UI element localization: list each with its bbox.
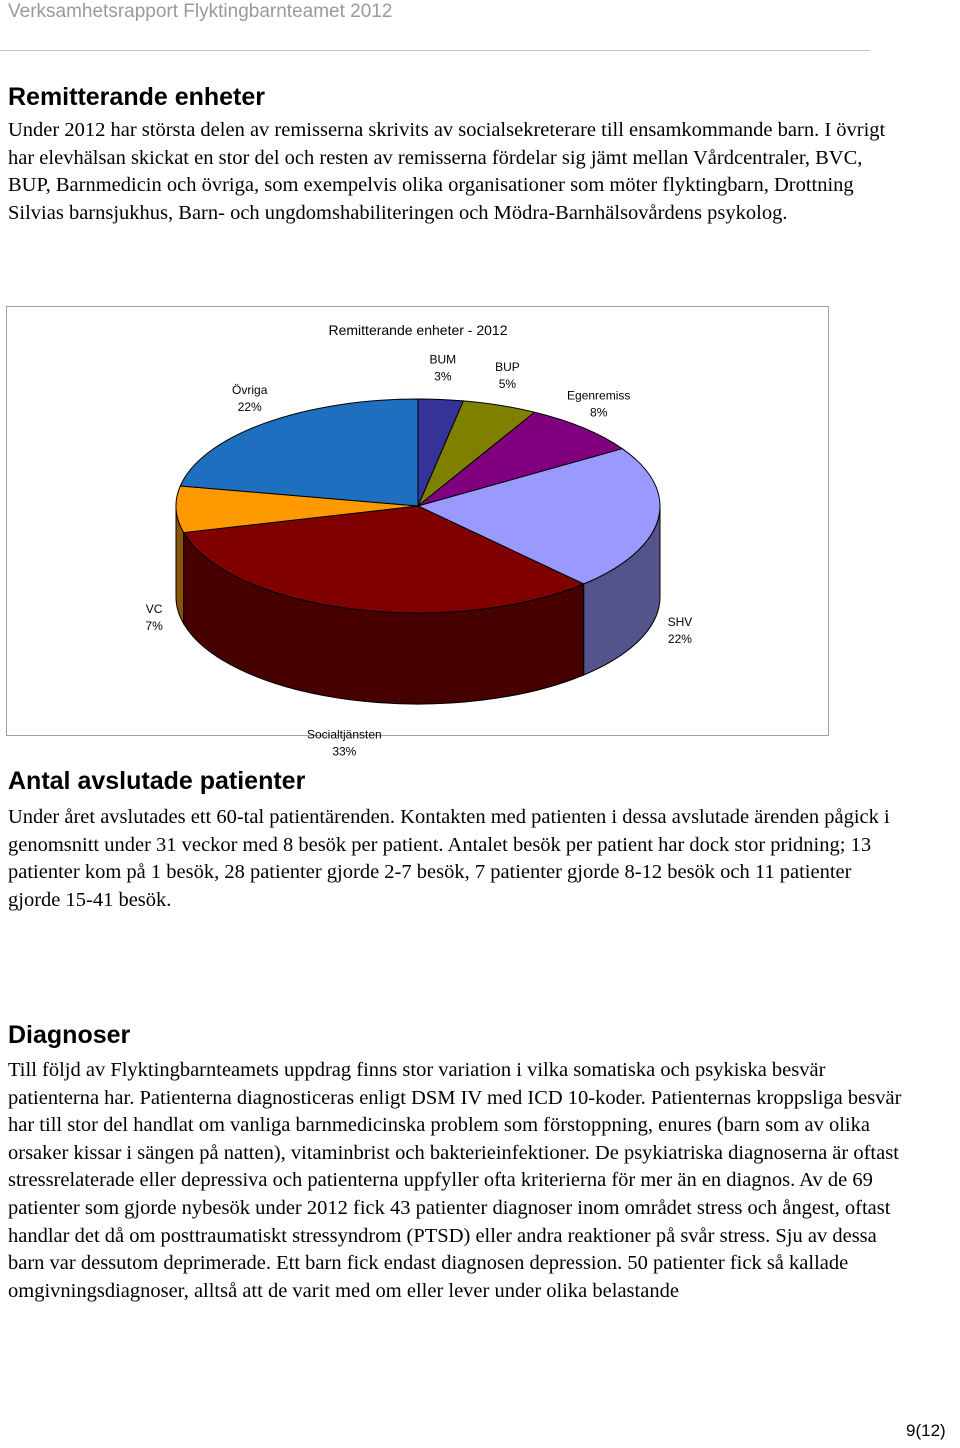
pie-chart [6,306,829,759]
running-header: Verksamhetsrapport Flyktingbarnteamet 2012 [8,1,393,22]
section-heading-antal: Antal avslutade patienter [8,767,306,795]
pie-label-vc: VC 7% [145,602,163,634]
pie-tops [176,399,660,613]
section-body-antal: Under året avslutades ett 60-tal patientärenden. Kontakten med patienten i dessa avslutade ärenden pågick i genomsnitt under 31 veckor med 8 besök per patient. Antalet besök per patient har dock stor pridning; 13 patienter kom på 1 besök, 28 patienter gjorde 2-7 besök, 7 patienter gjorde 8-12 besök och 11 patienter gjorde 15-41 besök. [8,806,890,911]
section-heading-diagnoser: Diagnoser [8,1021,131,1049]
chart-title: Remitterande enheter - 2012 [328,322,508,338]
pie-label-socialtjansten: Socialtjänsten 33% [306,727,382,759]
header-divider [0,50,870,51]
page-number: 9(12) [906,1421,946,1440]
pie-label-egenremiss: Egenremiss 8% [567,388,631,420]
pie-label-shv: SHV 22% [667,614,693,646]
pie-chart-svg [7,307,830,759]
pie-label-bum: BUM 3% [429,352,457,384]
section-body-remitterande: Under 2012 har största delen av remisserna skrivits av socialsekreterare till ensamkommande barn. I övrigt har elevhälsan skickat en stor del och resten av remisserna fördelar sig jämt mellan Vårdcentraler, BVC, BUP, Barnmedicin och övriga, som exempelvis olika organisationer som möter flyktingbarn, Drottning Silvias barnsjukhus, Barn- och ungdomshabiliteringen och Mödra-Barnhälsovårdens psykolog. [8,119,886,224]
pie-label-bup: BUP 5% [495,359,520,391]
section-body-diagnoser: Till följd av Flyktingbarnteamets uppdrag finns stor variation i vilka somatiska och psykiska besvär patienterna har. Patienterna diagnosticeras enligt DSM IV med ICD 10-koder. Patienternas kroppsliga besvär har till stor del handlat om vanliga barnmedicinska problem som förstoppning, enures (barn som av olika orsaker kissar i sängen på natten), vitaminbrist och bakterieinfektioner. De psykiatriska diagnoserna är oftast stressrelaterade eller depressiva och patienterna uppfyller ofta kriterierna för mer än en diagnos. Av de 69 patienter som gjorde nybesök under 2012 fick 43 patienter diagnoser inom området stress och ångest, oftast handlar det då om posttraumatiskt stressyndrom (PTSD) eller andra reaktioner på svår stress. Sju av dessa barn var dessutom deprimerade. Ett barn fick endast diagnosen depression. 50 patienter fick så kallade omgivningsdiagnoser, alltså att de varit med om eller lever under olika belastande [8,1059,902,1302]
section-heading-remitterande: Remitterande enheter [8,83,266,111]
pie-label-ovriga: Övriga 22% [232,382,268,414]
